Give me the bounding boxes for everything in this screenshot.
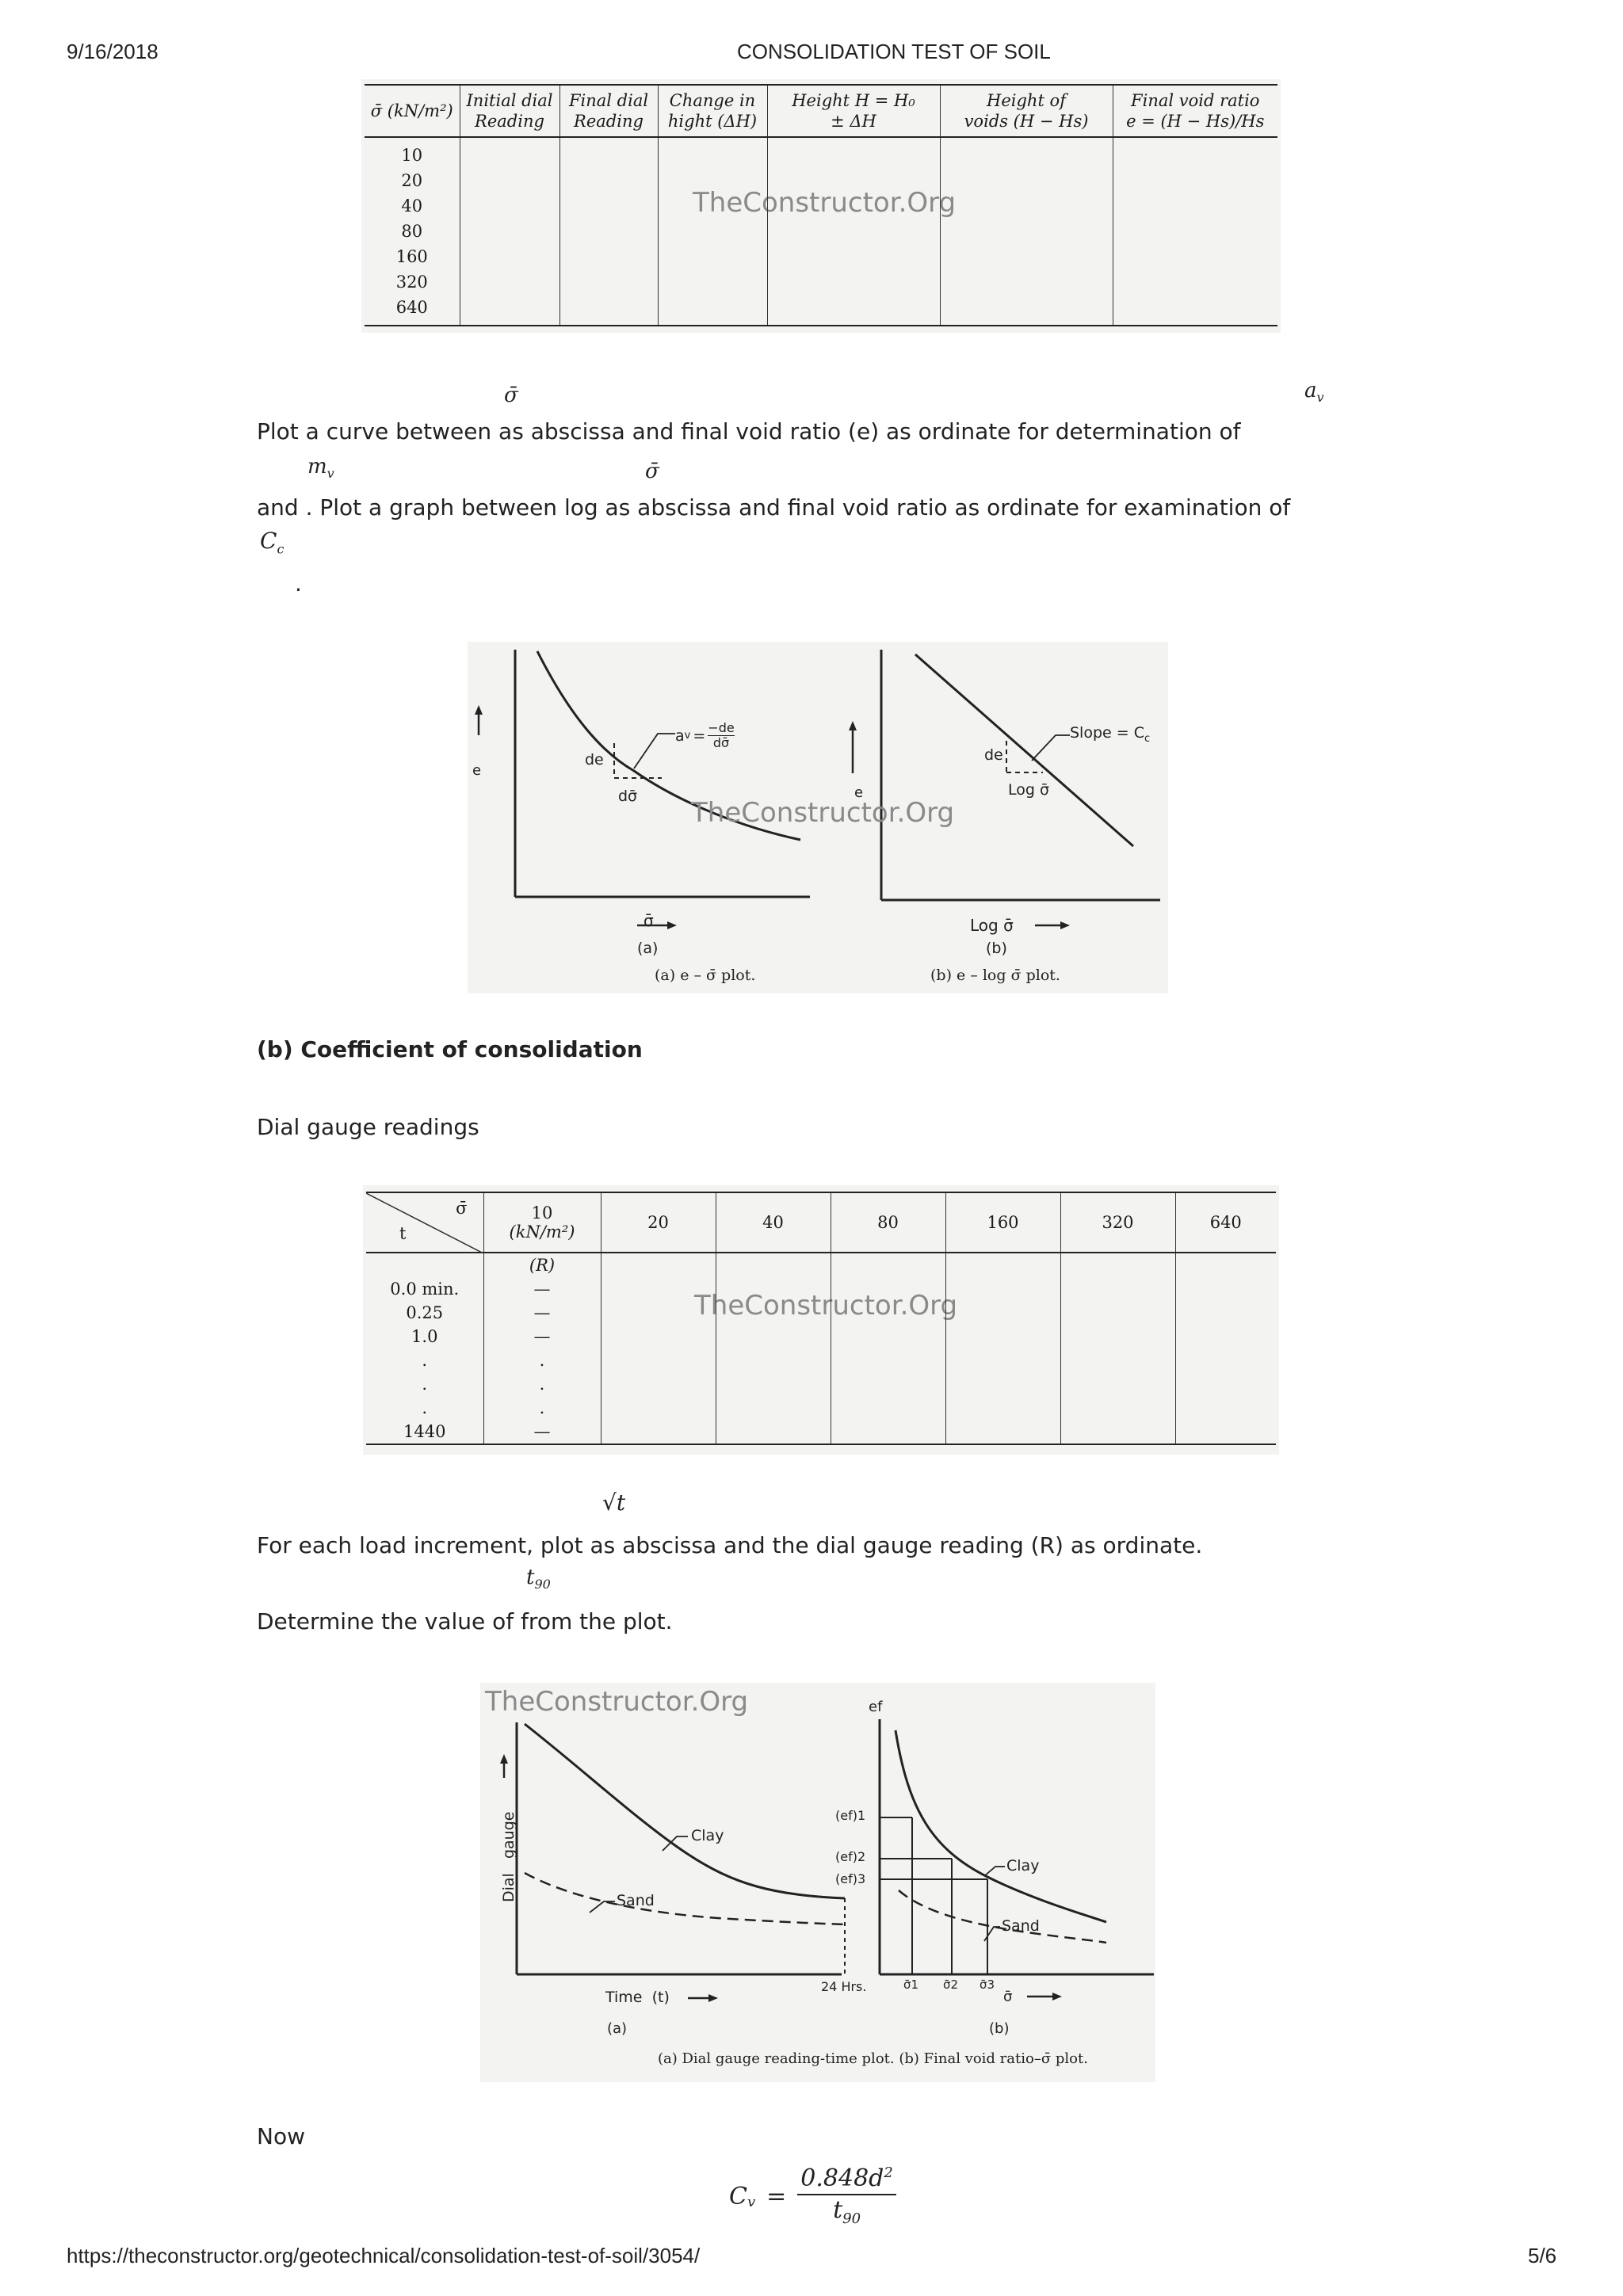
subfigure-label-b: (b) <box>986 940 1007 957</box>
table-row: . . <box>366 1396 1276 1420</box>
watermark: TheConstructor.Org <box>691 797 955 829</box>
x-axis-label-sigma: σ̄ <box>1003 1989 1013 2005</box>
table-row: 0.0 min. — <box>366 1277 1276 1301</box>
footer-url[interactable]: https://theconstructor.org/geotechnical/consolidation-test-of-soil/3054/ <box>67 2244 701 2267</box>
table-row: 20 <box>365 168 1277 193</box>
dial-readings-table-image <box>363 1185 1279 1455</box>
dial-readings-table <box>366 1192 1276 1445</box>
x-axis-label: σ̄ <box>643 911 654 930</box>
table-row: 160 <box>365 244 1277 269</box>
paragraph-line: For each load increment, plot as abscissa and the dial gauge reading (R) as ordinate. <box>257 1532 1203 1558</box>
x-axis-label-time: Time (t) <box>605 1989 670 2006</box>
sqrt-t-symbol: √t <box>602 1489 626 1516</box>
e-sigma-figure <box>468 642 1168 994</box>
subfigure-label-a: (a) <box>637 940 659 957</box>
page-number: 5/6 <box>1528 2244 1557 2267</box>
sigma-bar-symbol: σ̄ <box>504 383 518 407</box>
x-axis-label: Log σ̄ <box>970 916 1014 935</box>
sigma3-label: σ̄3 <box>980 1978 995 1992</box>
col-header-10: 10 (kN/m²) <box>483 1192 601 1253</box>
col-header-final-void-ratio: Final void ratio e = (H − Hs)/Hs <box>1113 85 1277 137</box>
sigma1-label: σ̄1 <box>903 1978 919 1992</box>
table-row: 10 <box>365 137 1277 168</box>
sigma-bar-symbol: σ̄ <box>645 460 659 483</box>
ef2-label: (ef)2 <box>835 1849 866 1864</box>
ef1-label: (ef)1 <box>835 1808 866 1823</box>
av-annotation: a v = $\frac{-de}{d\sigmā}$ <box>675 720 735 750</box>
col-header: 20 <box>601 1192 716 1253</box>
de-label: de <box>585 751 604 769</box>
watermark: TheConstructor.Org <box>485 1686 749 1718</box>
mv-symbol: $m_v$ <box>307 455 334 482</box>
dial-gauge-figure <box>480 1683 1155 2082</box>
col-header-height: Height H = H₀ ± ΔH <box>767 85 940 137</box>
paragraph-line: Plot a curve between as abscissa and final void ratio (e) as ordinate for determination of <box>257 418 1241 444</box>
caption-e-sigma: (a) e – σ̄ plot. <box>655 967 756 984</box>
col-header: 40 <box>716 1192 831 1253</box>
col-header-final-dial: Final dial Reading <box>559 85 658 137</box>
col-header: 640 <box>1175 1192 1276 1253</box>
table-row: 640 <box>365 295 1277 326</box>
figure-caption: (a) Dial gauge reading-time plot. (b) Final void ratio–σ̄ plot. <box>658 2050 1088 2067</box>
dial-gauge-figure-svg <box>480 1683 1155 2082</box>
av-symbol: $a_v$ <box>1304 379 1324 406</box>
page-header-title: CONSOLIDATION TEST OF SOIL <box>737 40 1051 63</box>
sand-label: Sand <box>1002 1917 1040 1935</box>
dsigma-label: dσ̄ <box>618 788 638 805</box>
cv-formula: C $_v$ = $\frac{0.848d^2}{t_{90}}$ <box>729 2158 896 2234</box>
watermark: TheConstructor.Org <box>693 187 957 219</box>
table-row: . . <box>366 1348 1276 1372</box>
table-row: . . <box>366 1372 1276 1396</box>
24hrs-label: 24 Hrs. <box>821 1979 867 1994</box>
de-label: de <box>984 746 1003 764</box>
cc-symbol: $C_c$ <box>260 528 285 557</box>
now-text: Now <box>257 2123 305 2149</box>
subfigure-label-a: (a) <box>607 2020 628 2037</box>
dlog-label: Log σ̄ <box>1008 781 1050 799</box>
col-header-change-height: Change in hight (ΔH) <box>658 85 767 137</box>
axis-label-e: e <box>854 784 864 801</box>
clay-label: Clay <box>691 1827 724 1844</box>
section-heading: (b) Coefficient of consolidation <box>257 1036 643 1062</box>
sand-label: Sand <box>617 1892 655 1909</box>
col-header-height-voids: Height of voids (H − Hs) <box>940 85 1113 137</box>
table-row: (R) <box>366 1253 1276 1277</box>
paragraph-line: Determine the value of from the plot. <box>257 1608 673 1634</box>
dial-gauge-text: Dial gauge readings <box>257 1114 479 1140</box>
axis-label-dial-gauge: Dial gauge <box>500 1811 517 1902</box>
print-date: 9/16/2018 <box>67 40 158 63</box>
table-row: 320 <box>365 269 1277 295</box>
slope-cc-annotation: Slope = $C_c$ <box>1070 724 1151 745</box>
paragraph-line: and . Plot a graph between log as abscissa and final void ratio as ordinate for examination of <box>257 494 1291 521</box>
table-row: 1440 — <box>366 1420 1276 1444</box>
table-row: 40 <box>365 193 1277 219</box>
table-row: 80 <box>365 219 1277 244</box>
corner-header: σ̄ t <box>366 1192 483 1253</box>
void-ratio-table <box>365 84 1277 326</box>
col-header-initial-dial: Initial dial Reading <box>460 85 559 137</box>
watermark: TheConstructor.Org <box>694 1290 958 1322</box>
t90-symbol: $t_{90}$ <box>526 1566 551 1592</box>
clay-label: Clay <box>1006 1857 1040 1875</box>
ef3-label: (ef)3 <box>835 1871 866 1886</box>
paragraph-period: . <box>295 570 302 597</box>
axis-label-e: e <box>472 762 482 779</box>
caption-e-log-sigma: (b) e – log σ̄ plot. <box>930 967 1060 984</box>
table-row: 1.0 — <box>366 1325 1276 1348</box>
void-ratio-table-image <box>361 79 1281 333</box>
col-header: 160 <box>945 1192 1060 1253</box>
subfigure-label-b: (b) <box>989 2020 1010 2037</box>
col-header: 320 <box>1060 1192 1175 1253</box>
axis-label-ef: ef <box>869 1699 883 1715</box>
table-row: 0.25 — <box>366 1301 1276 1325</box>
col-header: 80 <box>831 1192 945 1253</box>
sigma2-label: σ̄2 <box>943 1978 959 1992</box>
col-header-sigma: σ̄ (kN/m²) <box>365 85 460 137</box>
